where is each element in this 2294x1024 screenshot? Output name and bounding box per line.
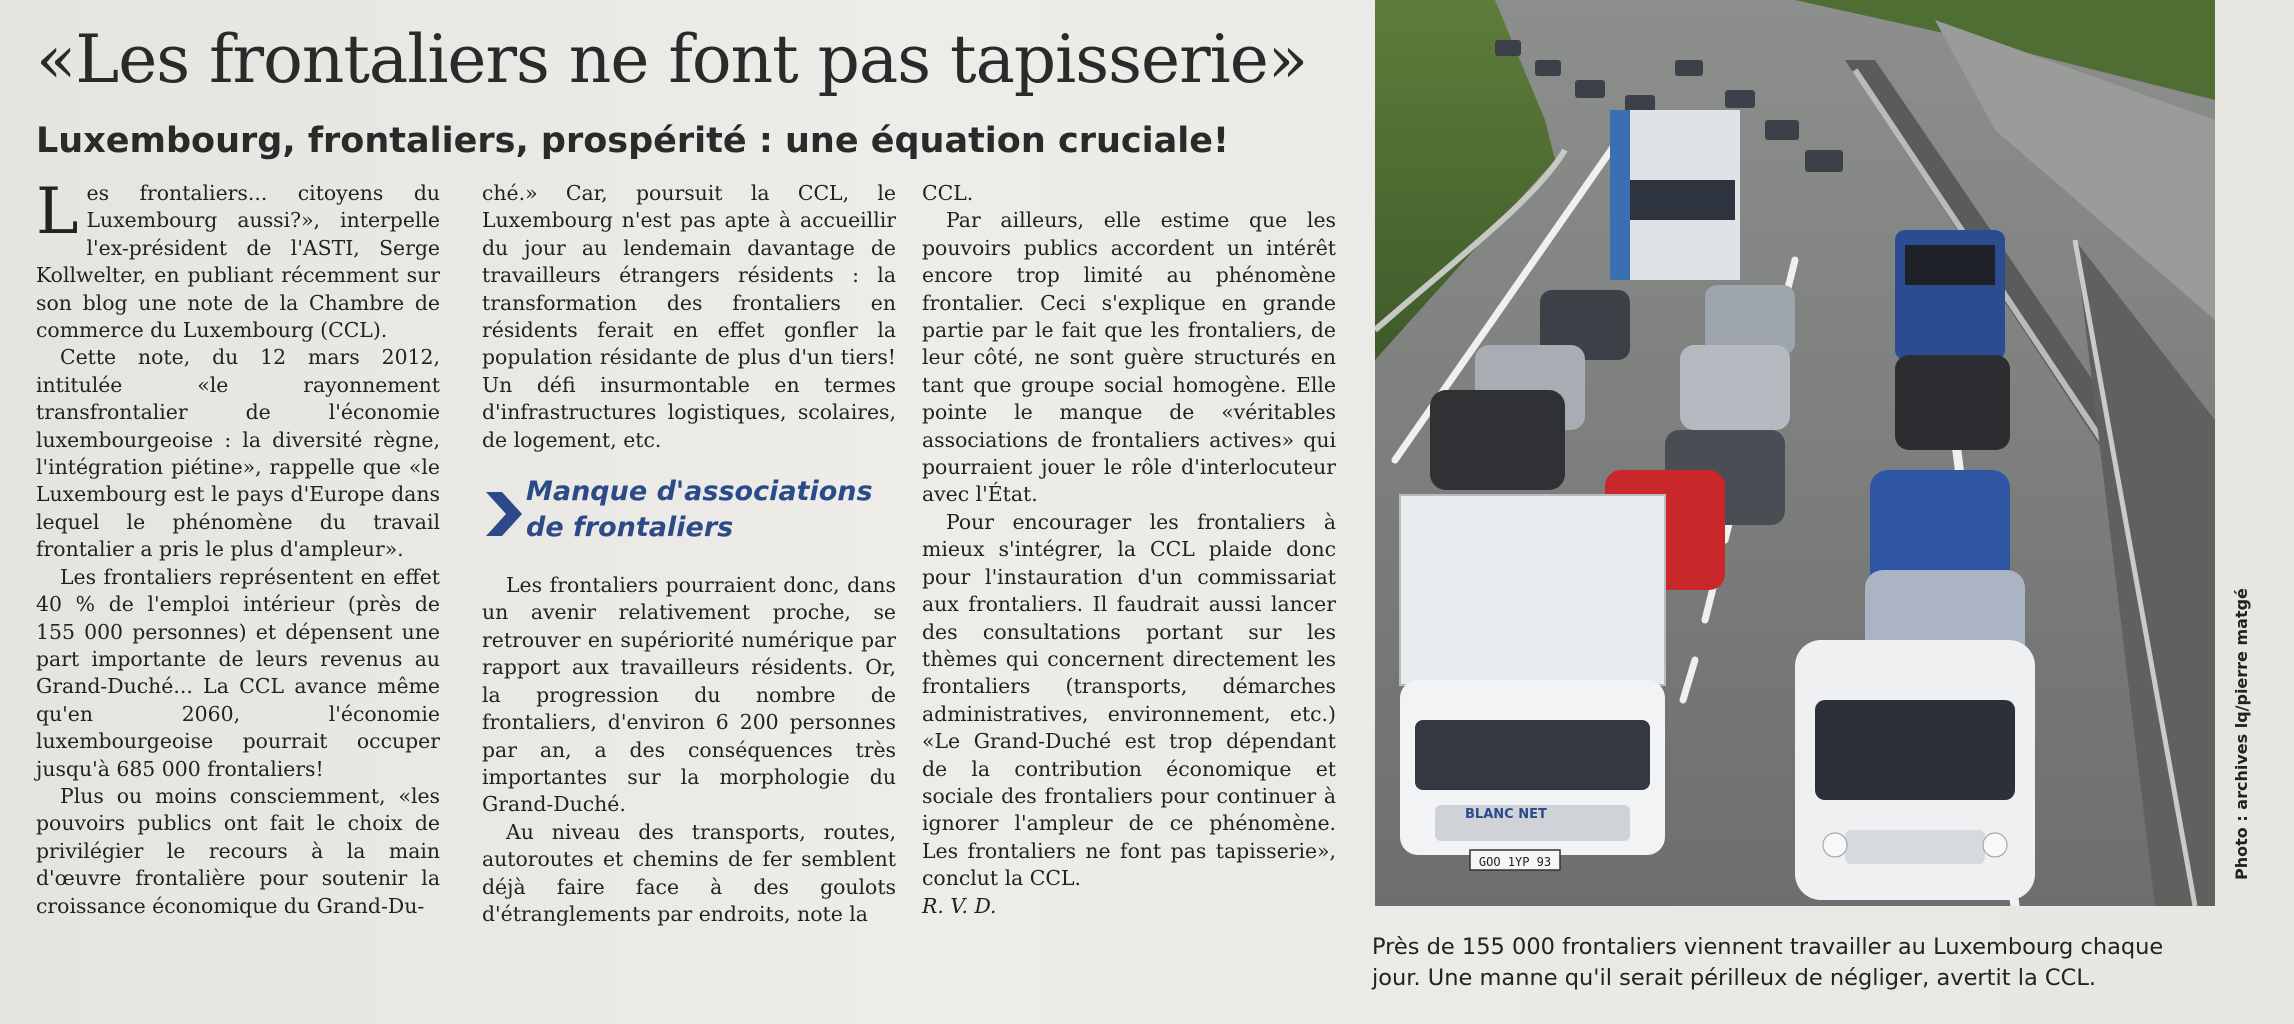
- article-headline: «Les frontaliers ne font pas tapisserie»: [36, 21, 1308, 98]
- photo-caption: [1372, 932, 2222, 994]
- article-subhead: Luxembourg, frontaliers, prospérité : une équation cruciale!: [36, 121, 1229, 161]
- section-heading-line-2: de frontaliers: [526, 512, 734, 544]
- caption-line-1: Près de 155 000 frontaliers viennent travailler au Luxembourg chaque: [1372, 934, 2164, 960]
- text-column-3: [922, 180, 1336, 920]
- article-signature: R. V. D.: [922, 893, 997, 918]
- section-heading-line-1: Manque d'associations: [526, 476, 873, 508]
- paragraph-9: Par ailleurs, elle estime que les pouvoirs publics accordent un intérêt encore trop limité au phénomène frontalier. Ceci s'explique en grande partie par le fait que les frontaliers, de leur côté, ne sont guère structurés en tant que groupe social homogène. Elle pointe le manque de «véritables associations de frontaliers actives» qui pourraient jouer le rôle d'interlocuteur avec l'État.: [922, 208, 1336, 507]
- section-heading-text: [526, 474, 873, 546]
- paragraph-1-text: es frontaliers... citoyens du Luxembourg aussi?», interpelle l'ex-président de l'ASTI, Serge Kollwelter, en publiant récemment sur son blog une note de la Chambre de commerce du Luxembourg (CCL).: [36, 181, 440, 343]
- photo-credit: Photo : archives lq/pierre matgé: [2232, 588, 2251, 880]
- text-column-2: [482, 180, 896, 928]
- paragraph-8: CCL.: [922, 181, 974, 205]
- paragraph-1: [36, 175, 440, 344]
- paragraph-10: Pour encourager les frontaliers à mieux s'intégrer, la CCL plaide donc pour l'instauration d'un commissariat aux frontaliers. Il faudrait aussi lancer des consultations portant sur les thèmes qui concernent directement les frontaliers (transports, démarches administratives, environnement, etc.) «Le Grand-Duché est trop dépendant de la contribution économique et sociale des frontaliers pour continuer à ignorer l'ampleur de ce phénomène. Les frontaliers ne font pas tapisserie», conclut la CCL.: [922, 509, 1336, 891]
- van-plate-text: GOO 1YP 93: [1478, 855, 1552, 869]
- paragraph-2: Cette note, du 12 mars 2012, intitulée «le rayonnement transfrontalier de l'économie luxembourgeoise : la diversité règne, l'intégration piétine», rappelle que «le Luxembourg est le pays d'Europe dans lequel le phénomène du travail frontalier a pris le plus d'ampleur».: [36, 345, 440, 562]
- highway-traffic-illustration: [1375, 0, 2215, 906]
- paragraph-5: ché.» Car, poursuit la CCL, le Luxembourg n'est pas apte à accueillir du jour au lendemain davantage de travailleurs étrangers résidents : la transformation des frontaliers en résidents ferait en effet gonfler la population résidante de plus d'un tiers! Un défi insurmontable en termes d'infrastructures logistiques, scolaires, de logement, etc.: [482, 181, 896, 452]
- paragraph-3: Les frontaliers représentent en effet 40 % de l'emploi intérieur (près de 155 000 personnes) et dépensent une part importante de leurs revenus au Grand-Duché... La CCL avance même qu'en 2060, l'économie luxembourgeoise pourrait occuper jusqu'à 685 000 frontaliers!: [36, 564, 440, 781]
- traffic-photo: [1375, 0, 2215, 906]
- paragraph-4: Plus ou moins consciemment, «les pouvoirs publics ont fait le choix de privilégier le recours à la main d'œuvre frontalière pour soutenir la croissance économique du Grand-Du-: [36, 783, 440, 918]
- paragraph-7: Au niveau des transports, routes, autoroutes et chemins de fer semblent déjà faire face à des goulots d'étranglements par endroits, note la: [482, 819, 896, 926]
- caption-line-2: jour. Une manne qu'il serait périlleux de négliger, avertit la CCL.: [1372, 965, 2097, 991]
- drop-cap: L: [36, 175, 79, 249]
- text-column-1: [36, 175, 440, 920]
- section-heading: [482, 474, 896, 550]
- paragraph-6: Les frontaliers pourraient donc, dans un avenir relativement proche, se retrouver en supériorité numérique par rapport aux travailleurs résidents. Or, la progression du nombre de frontaliers, d'environ 6 200 personnes par an, a des conséquences très importantes sur la morphologie du Grand-Duché.: [482, 573, 896, 817]
- chevron-right-icon: [482, 488, 526, 540]
- van-brand-text: BLANC NET: [1465, 807, 1547, 822]
